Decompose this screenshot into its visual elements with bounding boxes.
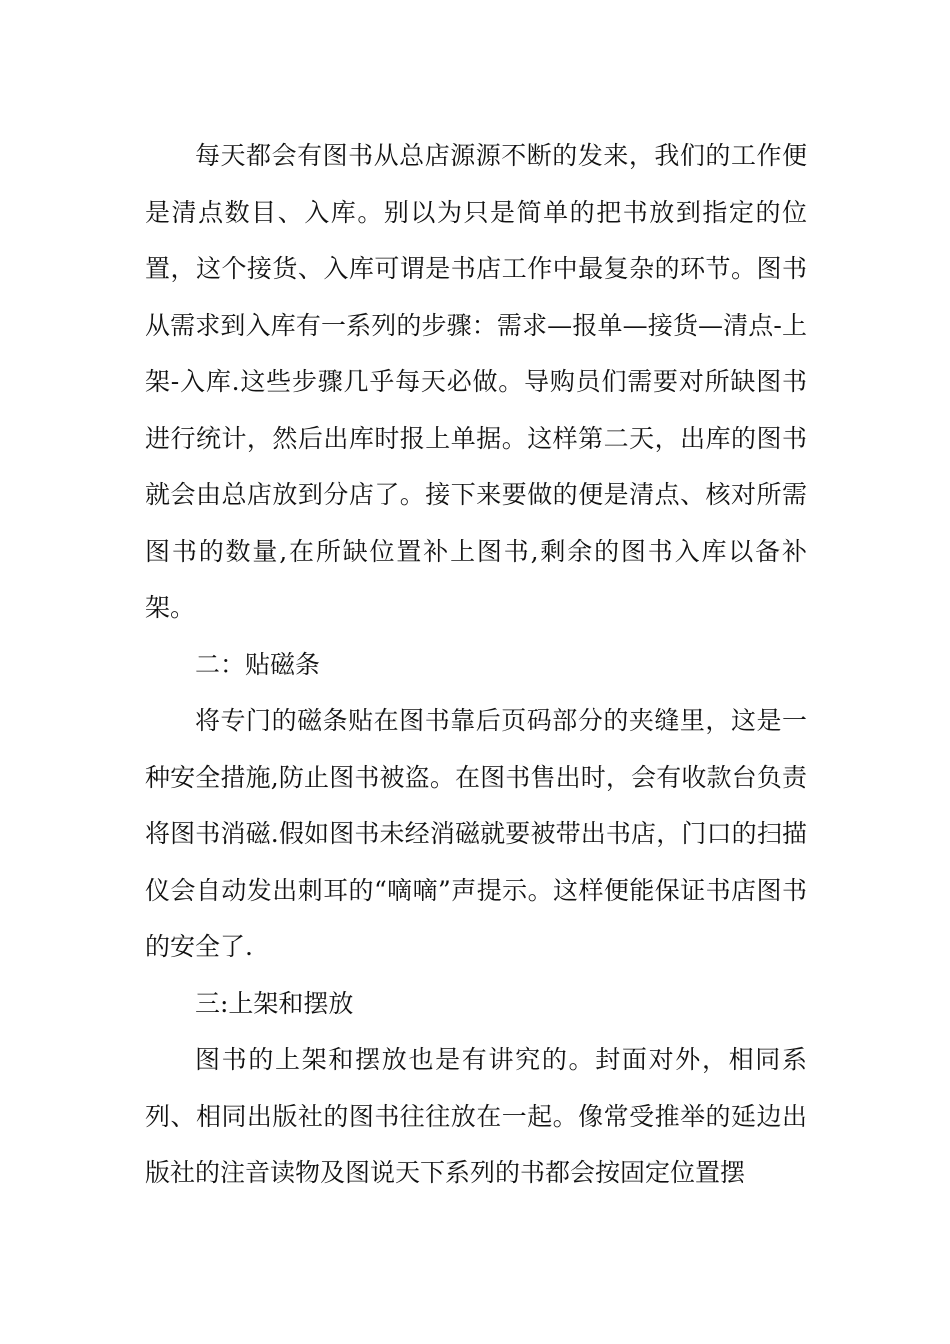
paragraph-magnetic-strip: 将专门的磁条贴在图书靠后页码部分的夹缝里，这是一种安全措施,防止图书被盗。在图书售出时，会有收款台负责将图书消磁.假如图书未经消磁就要被带出书店，门口的扫描仪会自动发出刺耳的“嘀嘀”声提示。这样便能保证书店图书的安全了. (145, 706, 807, 961)
document-body (145, 128, 807, 1202)
section-heading-shelving: 三:上架和摆放 (195, 988, 354, 1018)
paragraph-shelving: 图书的上架和摆放也是有讲究的。封面对外，相同系列、相同出版社的图书往往放在一起。像常受推举的延边出版社的注音读物及图说天下系列的书都会按固定位置摆 (145, 1045, 807, 1187)
paragraph-receiving: 每天都会有图书从总店源源不断的发来，我们的工作便是清点数目、入库。别以为只是简单的把书放到指定的位置，这个接货、入库可谓是书店工作中最复杂的环节。图书从需求到入库有一系列的步骤：需求—报单—接货—清点-上架-入库.这些步骤几乎每天必做。导购员们需要对所缺图书进行统计，然后出库时报上单据。这样第二天，出库的图书就会由总店放到分店了。接下来要做的便是清点、核对所需图书的数量,在所缺位置补上图书,剩余的图书入库以备补架。 (145, 141, 807, 622)
section-heading-magnetic-strip: 二：贴磁条 (195, 649, 321, 679)
